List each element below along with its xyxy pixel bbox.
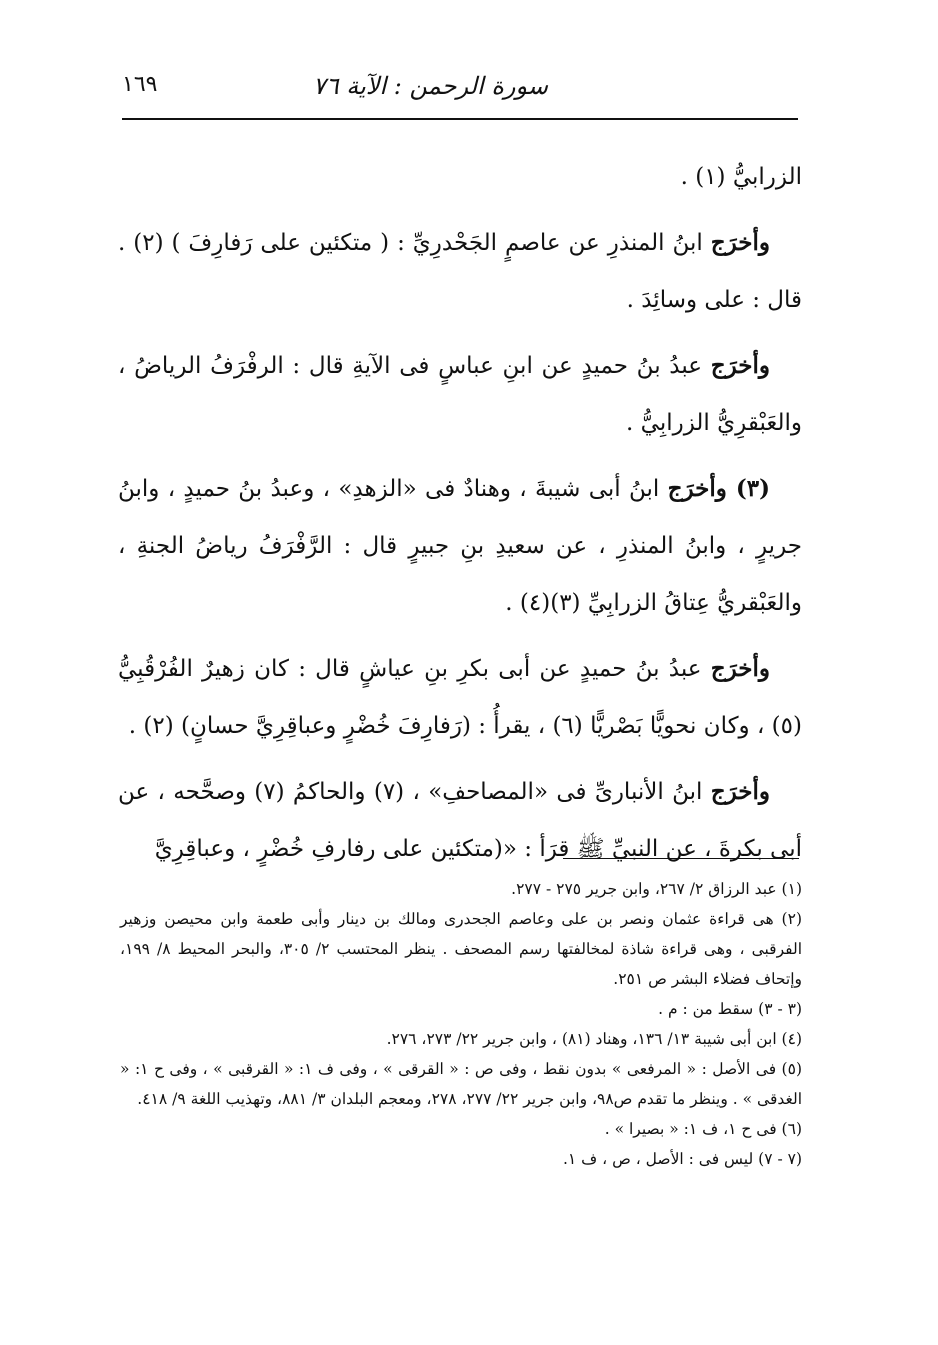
footnote: (٥) فى الأصل : « المرفعى » بدون نقط ، وفى ص : « القرقى » ، وفى ف ١: « القرقبى » ، وفى ح ١: « الغدقى » . وينظر ما تقدم ص٩٨، وابن جرير ٢٢/ ٢٧٧، ٢٧٨، ومعجم البلدان ٣/ ٨٨١، وتهذيب اللغة ٩/ ٤١٨. xyxy=(120,1060,802,1108)
paragraph-text: ابنُ المنذرِ عن عاصمٍ الجَحْدرِيِّ : ( متكئين على رَفارِفَ ) (٢) . قال : على وسائِدَ . xyxy=(118,230,802,313)
footnotes xyxy=(120,874,802,1174)
paragraph xyxy=(118,148,802,206)
main-text xyxy=(118,148,802,886)
paragraph xyxy=(118,640,802,755)
footnote: (٣ - ٣) سقط من : م . xyxy=(658,1000,802,1018)
footnote: (٧ - ٧) ليس فى : الأصل ، ص ، ف ١. xyxy=(562,1150,802,1168)
footnote: (٦) فى ح ١، ف ١: « بصيرا » . xyxy=(604,1120,802,1138)
page-header xyxy=(122,72,798,120)
footnote: (٢) هى قراءة عثمان ونصر بن على وعاصم الجحدرى ومالك بن دينار وأبى طعمة وابن محيصن وزهير الفرقبى ، وهى قراءة شاذة لمخالفتها رسم المصحف . ينظر المحتسب ٢/ ٣٠٥، والبحر المحيط ٨/ ١٩٩، وإتحاف فضلاء البشر ص ٢٥١. xyxy=(120,910,802,988)
footnote: (١) عبد الرزاق ٢/ ٢٦٧، وابن جرير ٢٧٥ - ٢٧٧. xyxy=(511,880,802,898)
paragraph xyxy=(118,214,802,329)
paragraph-lead: وأخرَج xyxy=(710,352,770,379)
paragraph-lead: وأخرَج xyxy=(710,655,770,682)
footnote: (٤) ابن أبى شيبة ١٣/ ١٣٦، وهناد (٨١) ، وابن جرير ٢٢/ ٢٧٣، ٢٧٦. xyxy=(386,1030,802,1048)
paragraph-text: الزرابيُّ (١) . xyxy=(680,164,802,190)
page-number: ١٦٩ xyxy=(122,72,158,97)
running-title: سورة الرحمن : الآية ٧٦ xyxy=(312,72,548,100)
paragraph-text: عبدُ بنُ حميدٍ عن أبى بكرِ بنِ عياشٍ قال : كان زهيرٌ الفُرْقُبِيُّ (٥) ، وكان نحويًّا بَصْريًّا (٦) ، يقرأُ : (رَفارِفَ خُضْرٍ وعباقِرِيَّ حسانٍ) (٢) . xyxy=(118,656,802,739)
paragraph-text: ابنُ الأنبارىِّ فى «المصاحفِ» ، (٧) والحاكمُ (٧) وصحَّحه ، عن أبى بكرةَ ، عن النبيِّ ﷺ قرَأ : «(متكئين على رفارفِ خُضْرٍ ، وعباقِرِيَّ xyxy=(118,779,802,862)
footnote-divider xyxy=(563,858,799,859)
paragraph-lead: وأخرَج xyxy=(710,778,770,805)
paragraph-lead: وأخرَج xyxy=(710,229,770,256)
paragraph xyxy=(118,763,802,878)
paragraph xyxy=(118,460,802,632)
paragraph-text: ابنُ أبى شيبةَ ، وهنادٌ فى «الزهدِ» ، وعبدُ بنُ حميدٍ ، وابنُ جريرٍ ، وابنُ المنذرِ ، عن سعيدِ بنِ جبيرٍ قال : الرَّفْرَفُ رياضُ الجنةِ ، والعَبْقريُّ عِتاقُ الزرابِيِّ (٣)(٤) . xyxy=(118,476,802,616)
paragraph xyxy=(118,337,802,452)
paragraph-text: عبدُ بنُ حميدٍ عن ابنِ عباسٍ فى الآيةِ قال : الرفْرَفُ الرياضُ ، والعَبْقرِيُّ الزرابِيُّ . xyxy=(118,353,802,436)
paragraph-lead: (٣) وأخرَج xyxy=(667,475,770,502)
